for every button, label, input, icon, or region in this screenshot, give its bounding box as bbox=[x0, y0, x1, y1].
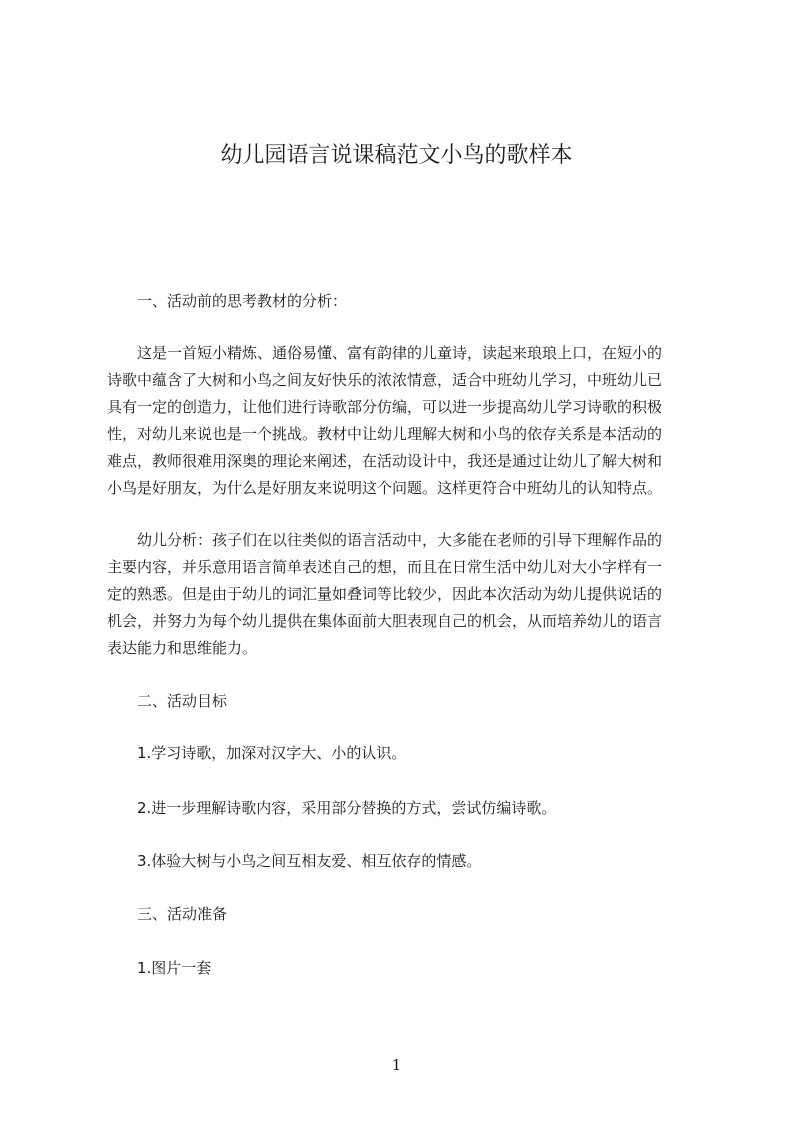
goal-item: 1.学习诗歌，加深对汉字大、小的认识。 bbox=[137, 744, 407, 762]
paragraph-line: 机会，并努力为每个幼儿提供在集体面前大胆表现自己的机会，从而培养幼儿的语言 bbox=[107, 612, 663, 630]
section-heading-goals: 二、活动目标 bbox=[137, 692, 228, 710]
paragraph-line: 定的熟悉。但是由于幼儿的词汇量如叠词等比较少，因此本次活动为幼儿提供说话的 bbox=[107, 585, 663, 603]
goal-item: 3.体验大树与小鸟之间互相友爱、相互依存的情感。 bbox=[137, 852, 482, 870]
paragraph-line: 幼儿分析：孩子们在以往类似的语言活动中，大多能在老师的引导下理解作品的 bbox=[137, 531, 663, 549]
paragraph-line: 难点，教师很难用深奥的理论来阐述，在活动设计中，我还是通过让幼儿了解大树和 bbox=[107, 452, 663, 470]
goal-item: 2.进一步理解诗歌内容，采用部分替换的方式，尝试仿编诗歌。 bbox=[137, 799, 557, 817]
page-number: 1 bbox=[391, 1056, 402, 1074]
preparation-item: 1.图片一套 bbox=[137, 959, 212, 977]
section-heading-analysis: 一、活动前的思考教材的分析： bbox=[137, 292, 348, 310]
paragraph-line: 具有一定的创造力，让他们进行诗歌部分仿编，可以进一步提高幼儿学习诗歌的积极 bbox=[107, 398, 663, 416]
paragraph-line: 主要内容，并乐意用语言简单表述自己的想，而且在日常生活中幼儿对大小字样有一 bbox=[107, 558, 663, 576]
paragraph-line: 小鸟是好朋友，为什么是好朋友来说明这个问题。这样更符合中班幼儿的认知特点。 bbox=[107, 479, 663, 497]
document-title: 幼儿园语言说课稿范文小鸟的歌样本 bbox=[220, 143, 573, 168]
section-heading-preparation: 三、活动准备 bbox=[137, 905, 228, 923]
paragraph-line: 表达能力和思维能力。 bbox=[107, 639, 258, 657]
paragraph-line: 诗歌中蕴含了大树和小鸟之间友好快乐的浓浓情意，适合中班幼儿学习，中班幼儿已 bbox=[107, 371, 663, 389]
paragraph-line: 性，对幼儿来说也是一个挑战。教材中让幼儿理解大树和小鸟的依存关系是本活动的 bbox=[107, 425, 663, 443]
paragraph-line: 这是一首短小精炼、通俗易懂、富有韵律的儿童诗，读起来琅琅上口，在短小的 bbox=[137, 344, 663, 362]
